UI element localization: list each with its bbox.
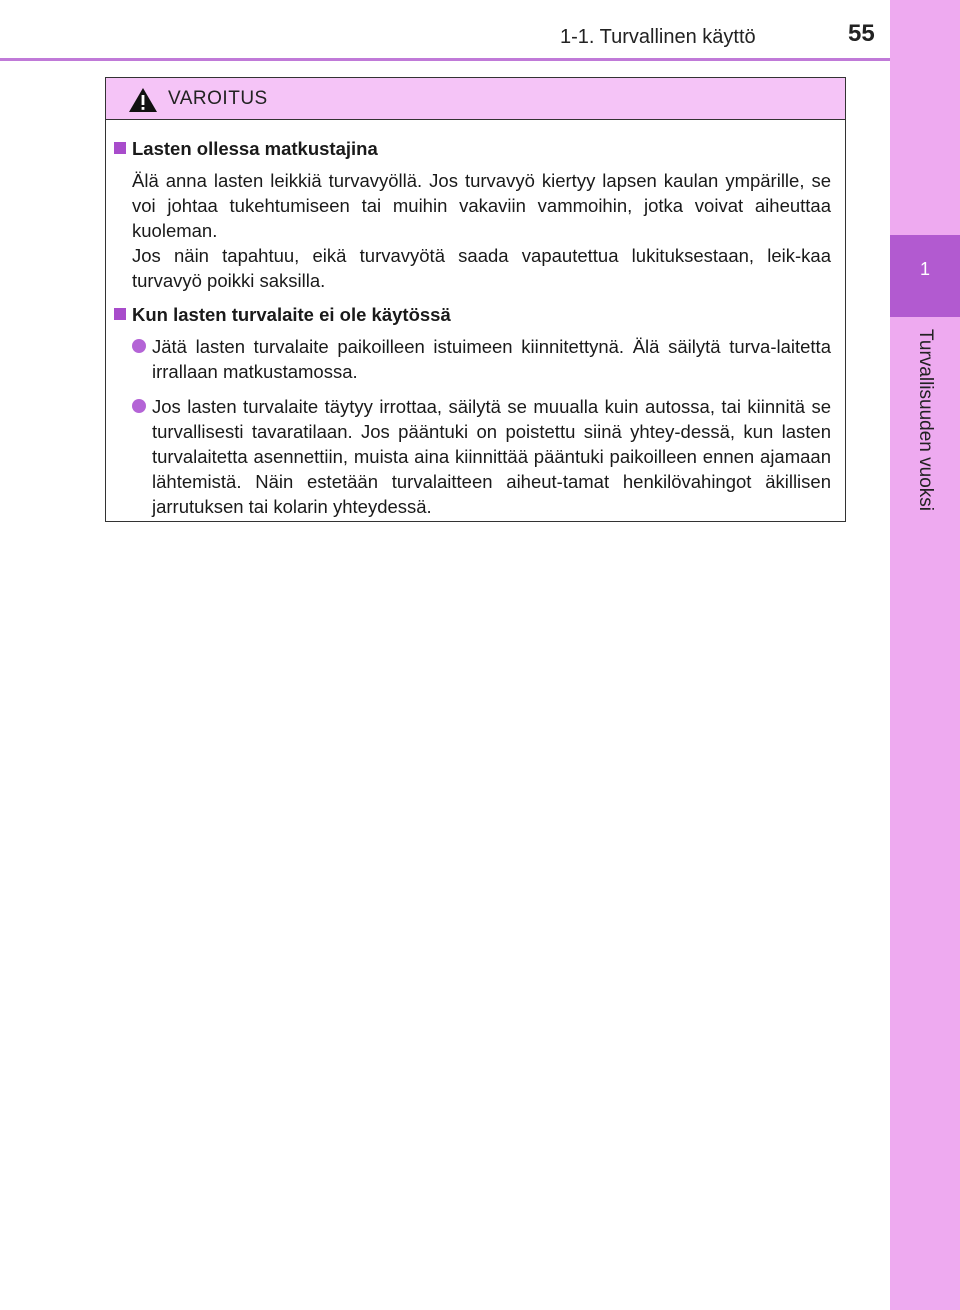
section-restraint-not-in-use — [114, 302, 831, 519]
section-heading — [114, 302, 831, 327]
warning-triangle-icon — [128, 87, 158, 113]
warning-body — [106, 120, 845, 519]
round-bullet-icon — [132, 339, 146, 353]
chapter-side-tab — [890, 0, 960, 1310]
page-number: 55 — [848, 20, 875, 47]
section-children-passengers — [114, 136, 831, 293]
section-heading-text: Lasten ollessa matkustajina — [132, 138, 378, 159]
section-title: 1-1. Turvallinen käyttö — [560, 26, 756, 48]
warning-label: VAROITUS — [168, 88, 268, 109]
chapter-number-block — [890, 235, 960, 317]
section-heading — [114, 136, 831, 161]
paragraph: Älä anna lasten leikkiä turvavyöllä. Jos turvavyö kiertyy lapsen kaulan ympärille, se voi johtaa tukehtumiseen tai muihin vakaviin vammoihin, jotka voivat aiheuttaa kuoleman. — [132, 170, 831, 241]
square-bullet-icon — [114, 142, 126, 154]
square-bullet-icon — [114, 308, 126, 320]
chapter-title: Turvallisuuden vuoksi — [915, 329, 936, 511]
list-item-text: Jos lasten turvalaite täytyy irrottaa, säilytä se muualla kuin autossa, tai kiinnitä se turvallisesti tavaratilaan. Jos pääntuki on poistettu siinä yhtey-dessä, kun lasten turvalaitetta asennettiin, muista aina kiinnittää pääntuki paikoilleen ennen ajamaan lähtemistä. Näin estetään turvalaitteen aiheut-tamat henkilövahingot äkillisen jarrutuksen tai kolarin yhteydessä. — [152, 396, 831, 517]
paragraph: Jos näin tapahtuu, eikä turvavyötä saada vapautettua lukituksestaan, leik-kaa turvavyö poikki saksilla. — [132, 245, 831, 291]
warning-box — [105, 77, 846, 522]
chapter-number: 1 — [919, 259, 930, 279]
list-item-text: Jätä lasten turvalaite paikoilleen istuimeen kiinnitettynä. Älä säilytä turva-laitetta irrallaan matkustamossa. — [152, 336, 831, 382]
list-item — [114, 334, 831, 384]
list-item — [114, 394, 831, 519]
warning-header — [106, 78, 845, 120]
round-bullet-icon — [132, 399, 146, 413]
section-heading-text: Kun lasten turvalaite ei ole käytössä — [132, 304, 451, 325]
header-divider — [0, 58, 890, 61]
